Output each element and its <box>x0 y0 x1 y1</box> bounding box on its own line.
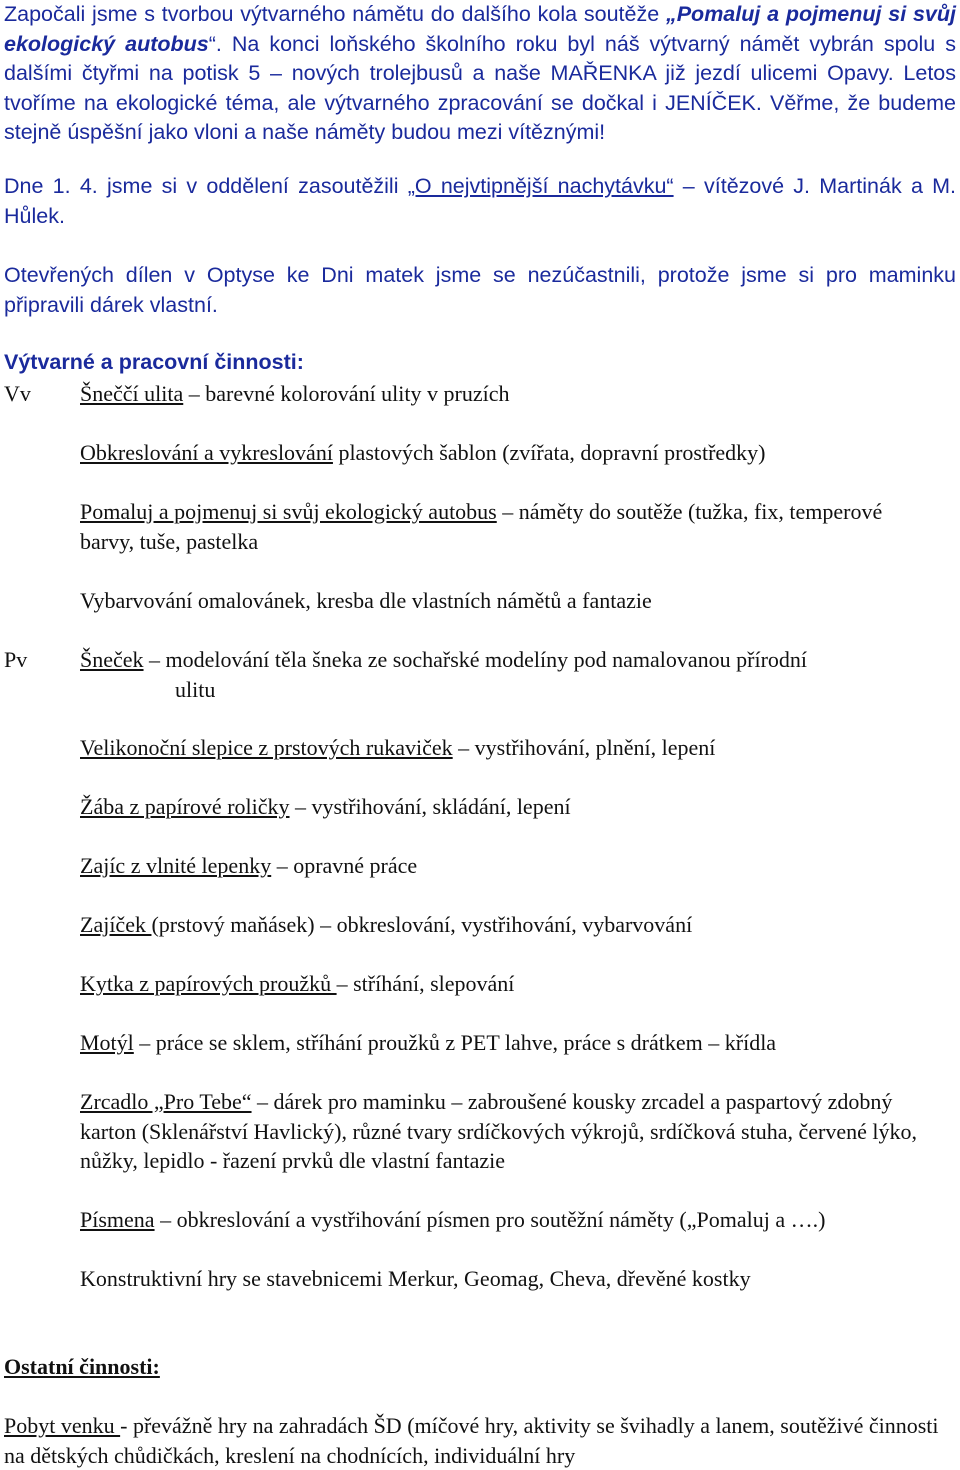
vv-item-4 <box>80 586 940 616</box>
pv-item-9-desc: – obkreslování a vystřihování písmen pro soutěžní náměty („Pomaluj a ….) <box>154 1207 826 1232</box>
heading-other-activities: Ostatní činnosti: <box>4 1354 160 1379</box>
vv-label: Vv <box>4 381 31 406</box>
vv-item-1-title: Šneččí ulita <box>80 381 184 406</box>
contest-name: „O nejvtipnější nachytávku“ <box>407 174 674 198</box>
pv-item-7 <box>80 1028 940 1058</box>
contest-title: „Pomaluj a pojmenuj si svůj ekologický autobus <box>4 2 956 56</box>
pv-item-8 <box>80 1087 940 1176</box>
pv-item-8-desc: – dárek pro maminku – zabroušené kousky zrcadel a paspartový zdobný karton (Sklenářství Havlický), různé tvary srdíčkových výkrojů, srdíčková stuha, červené lýko, nůžky, lepidlo - řazení prvků dle vlastní fantazie <box>80 1089 917 1173</box>
vv-item-3 <box>80 497 940 556</box>
pv-item-1-desc-cont: ulitu <box>175 676 216 702</box>
pv-item-3 <box>80 792 940 822</box>
pv-item-4-title: Zajíc z vlnité lepenky <box>80 853 272 878</box>
pv-item-10-desc: Konstruktivní hry se stavebnicemi Merkur, Geomag, Cheva, dřevěné kostky <box>80 1266 751 1291</box>
pv-item-7-desc: – práce se sklem, stříhání proužků z PET lahve, práce s drátkem – křídla <box>133 1030 777 1055</box>
pv-item-7-title: Motýl <box>80 1030 134 1055</box>
intro-text-rest: “. Na konci loňského školního roku byl náš výtvarný námět vybrán spolu s dalšími čtyřmi na potisk 5 – nových trolejbusů a naše MAŘENKA již jezdí ulicemi Opavy. Letos tvoříme na ekologické téma, ale výtvarného zpracování se dočkal i JENÍČEK. Věřme, že budeme stejně úspěšní jako vloni a naše náměty budou mezi vítěznými! <box>4 31 956 144</box>
vv-item-1 <box>80 379 940 409</box>
vv-item-2-title: Obkreslování a vykreslování <box>80 440 333 465</box>
outdoor-desc: - převážně hry na zahradách ŠD (míčové hry, aktivity se švihadly a lanem, soutěživé činnosti na dětských chůdičkách, kreslení na chodnících, individuální hry <box>4 1413 939 1468</box>
vv-item-4-desc: Vybarvování omalovánek, kresba dle vlastních námětů a fantazie <box>80 588 652 613</box>
pv-item-2 <box>80 733 940 763</box>
pv-item-4-desc: – opravné práce <box>271 853 418 878</box>
pv-item-1-title: Šneček <box>80 647 144 672</box>
pv-item-3-title: Žába z papírové roličky <box>80 794 290 819</box>
contest-text-start: Dne 1. 4. jsme si v oddělení zasoutěžili <box>4 174 408 198</box>
contest-text-end: – vítězové J. Martinák a M. Hůlek. <box>4 174 957 228</box>
heading-art-activities: Výtvarné a pracovní činnosti: <box>4 350 304 374</box>
pv-item-4 <box>80 851 940 881</box>
outdoor-paragraph <box>4 1411 956 1470</box>
pv-label: Pv <box>4 647 28 672</box>
contest-paragraph <box>4 172 956 231</box>
pv-item-6-desc: – stříhání, slepování <box>336 971 515 996</box>
vv-item-1-desc: – barevné kolorování ulity v pruzích <box>183 381 510 406</box>
pv-item-1-desc: – modelování těla šneka ze sochařské modelíny pod namalovanou přírodní <box>143 647 808 672</box>
pv-item-5-desc: (prstový maňásek) – obkreslování, vystřihování, vybarvování <box>151 912 693 937</box>
pv-item-10 <box>80 1264 940 1294</box>
pv-item-6 <box>80 969 940 999</box>
pv-item-1 <box>80 645 940 704</box>
intro-text-start: Započali jsme s tvorbou výtvarného námětu do dalšího kola soutěže <box>4 2 666 26</box>
pv-item-2-title: Velikonoční slepice z prstových rukaviček <box>80 735 453 760</box>
pv-item-6-title: Kytka z papírových proužků <box>80 971 337 996</box>
pv-item-5-title: Zajíček <box>80 912 152 937</box>
pv-item-5 <box>80 910 940 940</box>
vv-item-2 <box>80 438 940 468</box>
pv-item-2-desc: – vystřihování, plnění, lepení <box>452 735 716 760</box>
pv-item-9 <box>80 1205 940 1235</box>
outdoor-title: Pobyt venku <box>4 1413 121 1438</box>
pv-item-9-title: Písmena <box>80 1207 155 1232</box>
vv-item-2-desc: plastových šablon (zvířata, dopravní prostředky) <box>332 440 766 465</box>
pv-item-3-desc: – vystřihování, skládání, lepení <box>289 794 571 819</box>
intro-paragraph <box>4 0 956 148</box>
pv-item-8-title: Zrcadlo „Pro Tebe“ <box>80 1089 252 1114</box>
vv-item-3-desc: – náměty do soutěže (tužka, fix, temperové barvy, tuše, pastelka <box>80 499 883 554</box>
optys-paragraph: Otevřených dílen v Optyse ke Dni matek jsme se nezúčastnili, protože jsme si pro maminku připravili dárek vlastní. <box>4 263 956 317</box>
vv-item-3-title: Pomaluj a pojmenuj si svůj ekologický autobus <box>80 499 497 524</box>
